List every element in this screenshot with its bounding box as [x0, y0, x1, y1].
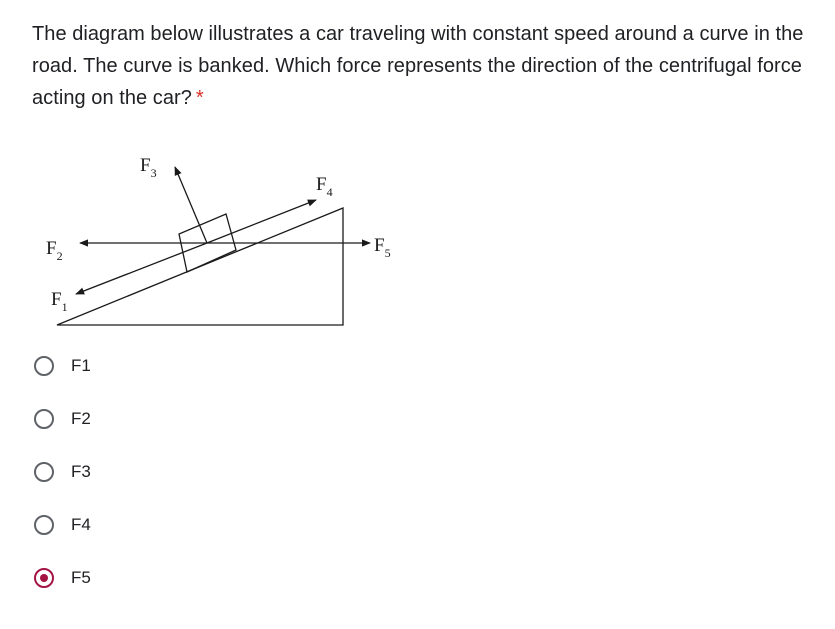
f4-label: $F_4$: [316, 174, 333, 199]
option-f2[interactable]: [30, 399, 91, 439]
option-label: F3: [71, 462, 91, 481]
option-f3[interactable]: [30, 452, 91, 492]
f2-label: $F_2$: [46, 238, 63, 263]
option-label: F1: [71, 356, 91, 375]
f4-arrow: [207, 200, 316, 243]
option-label: F4: [71, 515, 91, 534]
f1-label: $F_1$: [51, 289, 68, 314]
radio-button[interactable]: [34, 409, 54, 429]
option-label: F5: [71, 568, 91, 587]
option-f4[interactable]: [30, 505, 91, 545]
f3-arrow: [175, 167, 207, 243]
banked-curve-diagram: [0, 140, 420, 340]
radio-dot: [40, 574, 48, 582]
f1-arrow: [76, 243, 207, 294]
f5-label: $F_5$: [374, 235, 391, 260]
option-f5[interactable]: [30, 558, 91, 598]
question-text: The diagram below illustrates a car traveling with constant speed around a curve in the road. The curve is banked. Which force represents the direction of the centrifugal force acting on the car?: [32, 23, 804, 109]
option-f1[interactable]: [30, 346, 91, 386]
radio-button[interactable]: [34, 515, 54, 535]
option-label: F2: [71, 409, 91, 428]
radio-button[interactable]: [34, 356, 54, 376]
radio-button[interactable]: [34, 462, 54, 482]
question-text-block: [32, 18, 822, 114]
f3-label: $F_3$: [140, 155, 157, 180]
required-asterisk: *: [195, 87, 204, 109]
radio-button[interactable]: [34, 568, 54, 588]
